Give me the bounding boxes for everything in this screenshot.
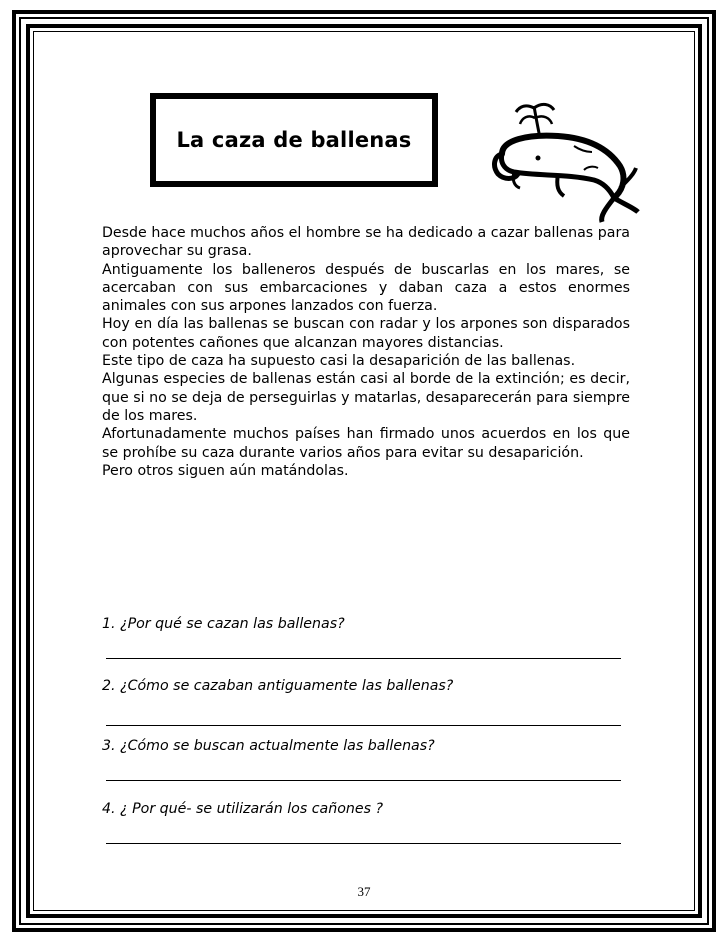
paragraph-4: Este tipo de caza ha supuesto casi la desaparición de las ballenas. [102, 353, 576, 370]
reading-text [102, 224, 630, 480]
whale-illustration-icon [488, 100, 640, 224]
paragraph-6: Afortunadamente muchos países han firmado unos acuerdos en los que se prohíbe su caza durante varios años para evitar su desaparición. [102, 426, 630, 461]
page-title: La caza de ballenas [176, 128, 412, 152]
title-box [150, 93, 438, 187]
question-1: 1. ¿Por qué se cazan las ballenas? [102, 616, 345, 632]
page-number: 37 [357, 884, 371, 899]
paragraph-5: Algunas especies de ballenas están casi al borde de la extinción; es decir, que si no se deja de perseguirlas y matarlas, desaparecerán para siempre de los mares. [102, 371, 630, 424]
answer-line-4[interactable] [106, 843, 621, 844]
question-2: 2. ¿Cómo se cazaban antiguamente las ballenas? [102, 678, 454, 694]
paragraph-2: Antiguamente los balleneros después de buscarlas en los mares, se acercaban con sus embarcaciones y daban caza a estos enormes animales con sus arpones lanzados con fuerza. [102, 261, 630, 315]
paragraph-3: Hoy en día las ballenas se buscan con radar y los arpones son disparados con potentes cañones que alcanzan mayores distancias. [102, 316, 630, 351]
question-3: 3. ¿Cómo se buscan actualmente las ballenas? [102, 738, 435, 754]
paragraph-7: Pero otros siguen aún matándolas. [102, 462, 349, 479]
answer-line-2[interactable] [106, 725, 621, 726]
answer-line-1[interactable] [106, 658, 621, 659]
question-4: 4. ¿ Por qué- se utilizarán los cañones ? [102, 801, 384, 817]
answer-line-3[interactable] [106, 780, 621, 781]
paragraph-1: Desde hace muchos años el hombre se ha dedicado a cazar ballenas para aprovechar su grasa. [102, 225, 630, 260]
